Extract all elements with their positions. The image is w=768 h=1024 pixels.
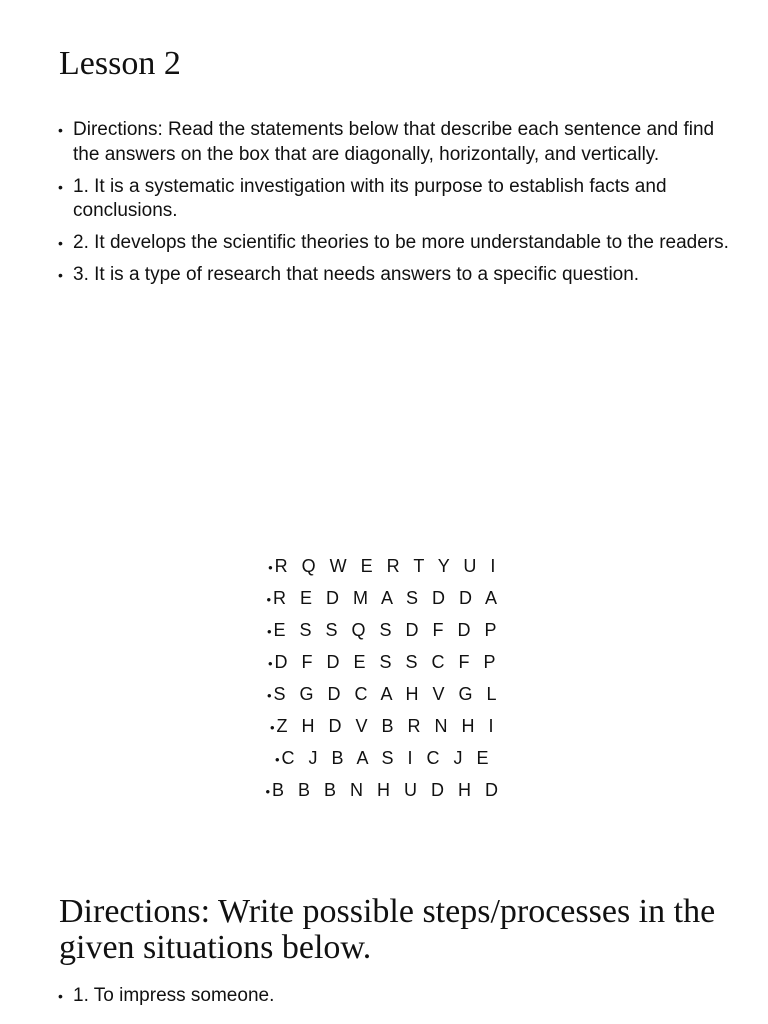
bullet-icon: • [265,784,273,799]
bullet-icon: • [266,688,274,703]
statement-2-bullet [58,231,730,256]
bullet-icon: • [266,624,274,639]
grid-row [0,710,768,742]
grid-row-letters: B B B N H U D H D [272,780,503,800]
slide-title: Directions: Write possible steps/processes in the given situations below. [59,893,716,966]
word-search-grid [0,550,768,806]
bullet-icon: • [268,560,275,575]
grid-row-letters: Z H D V B R N H I [276,716,499,736]
situation-1-bullet [58,984,730,1009]
grid-row-letters: R E D M A S D D A [273,588,502,608]
bullet-text: 1. To impress someone. [73,985,275,1006]
grid-row-letters: S G D C A H V G L [273,684,502,704]
bullet-icon: • [267,656,275,671]
situations-list [58,984,730,1016]
bullet-icon: • [58,988,63,1004]
grid-row [0,646,768,678]
grid-row [0,678,768,710]
grid-row [0,550,768,582]
bullet-icon: • [58,235,63,251]
bullet-text: 1. It is a systematic investigation with its purpose to establish facts and conclusions. [73,175,667,221]
directions-list [58,118,730,295]
grid-row-letters: E S S Q S D F D P [273,620,502,640]
bullet-icon: • [269,720,277,735]
grid-row [0,582,768,614]
grid-row-letters: R Q W E R T Y U I [274,556,500,576]
bullet-text: 2. It develops the scientific theories to be more understandable to the readers. [73,232,729,253]
bullet-icon: • [266,592,273,607]
statement-1-bullet [58,175,730,224]
bullet-icon: • [274,752,282,767]
grid-row-letters: D F D E S S C F P [274,652,501,672]
grid-row [0,742,768,774]
bullet-icon: • [58,267,63,283]
slide-title: Lesson 2 [59,45,181,82]
bullet-text: 3. It is a type of research that needs answers to a specific question. [73,264,640,285]
grid-row-letters: C J B A S I C J E [281,748,494,768]
grid-row [0,614,768,646]
bullet-icon: • [58,122,63,138]
bullet-text: Directions: Read the statements below that describe each sentence and find the answers on the box that are diagonally, horizontally, and vertically. [73,119,715,165]
statement-3-bullet [58,263,730,288]
grid-row [0,774,768,806]
directions-bullet [58,118,730,167]
bullet-icon: • [58,178,63,195]
